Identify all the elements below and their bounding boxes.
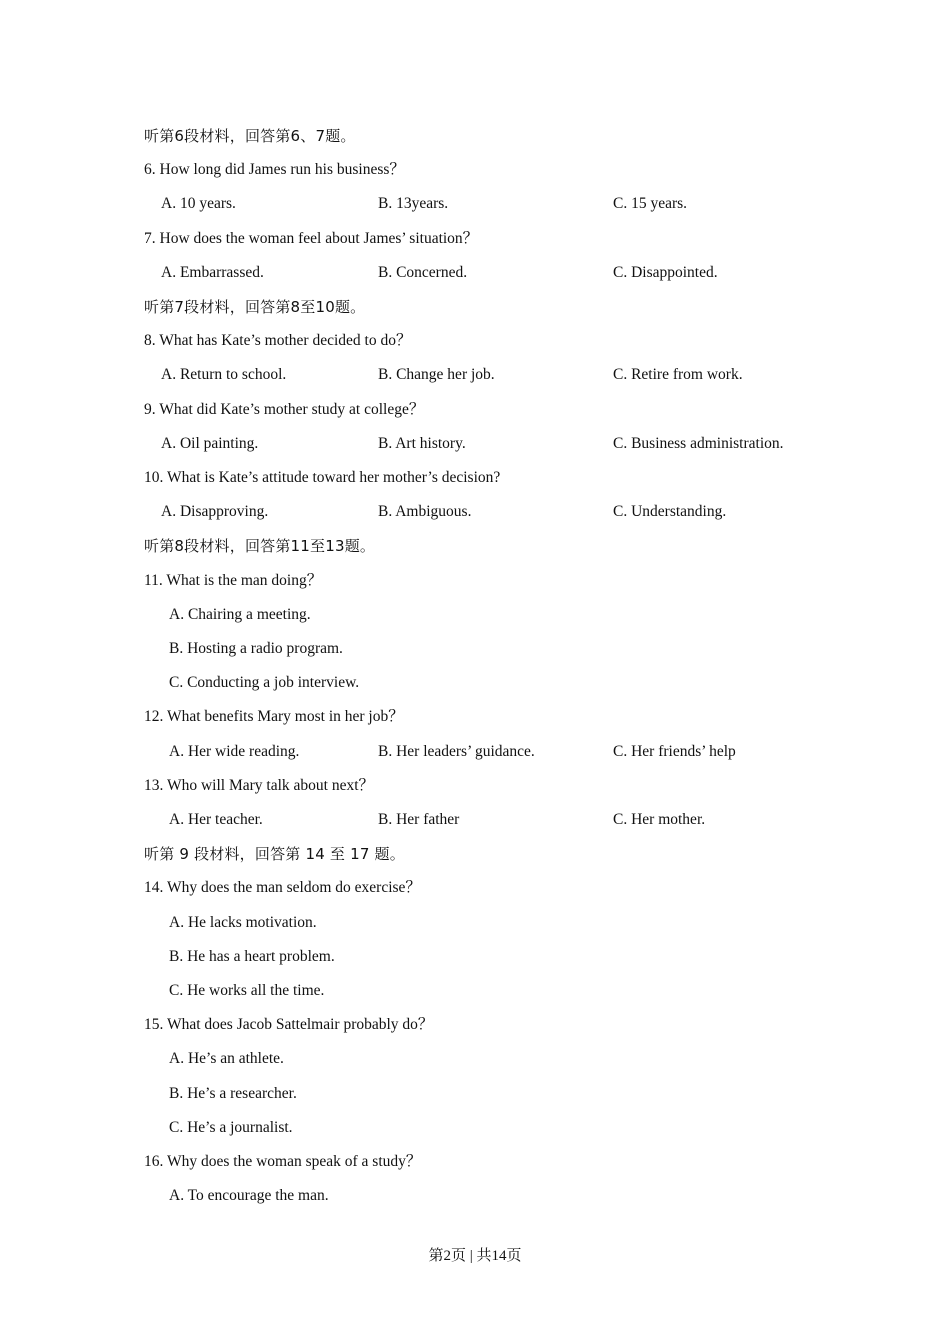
question: 8. What has Kate’s mother decided to do？	[144, 332, 412, 349]
option: B. He’s a researcher.	[169, 1085, 297, 1102]
option: C. Retire from work.	[613, 366, 743, 383]
question: 14. Why does the man seldom do exercise？	[144, 879, 421, 896]
option: A. Chairing a meeting.	[169, 606, 311, 623]
option: B. Ambiguous.	[378, 503, 472, 520]
question: 16. Why does the woman speak of a study？	[144, 1153, 422, 1170]
question: 15. What does Jacob Sattelmair probably do？	[144, 1016, 434, 1033]
section-heading: 听第 9 段材料，回答第 14 至 17 题。	[144, 845, 405, 863]
option: B. Her leaders’ guidance.	[378, 743, 535, 760]
option: C. Conducting a job interview.	[169, 674, 360, 691]
question: 11. What is the man doing？	[144, 572, 323, 589]
option: A. Embarrassed.	[161, 264, 264, 281]
option: C. Her friends’ help	[613, 743, 736, 760]
option: B. Concerned.	[378, 264, 468, 281]
option: B. 13years.	[378, 195, 449, 212]
option: B. Her father	[378, 811, 460, 828]
question: 7. How does the woman feel about James’ situation？	[144, 230, 479, 247]
option: A. To encourage the man.	[169, 1187, 329, 1204]
page-footer: 第2页 | 共14页	[428, 1248, 522, 1264]
question: 12. What benefits Mary most in her job？	[144, 708, 404, 725]
option: C. 15 years.	[613, 195, 688, 212]
option: C. He’s a journalist.	[169, 1119, 293, 1136]
option: A. Return to school.	[161, 366, 287, 383]
option: A. Oil painting.	[161, 435, 259, 452]
option: B. He has a heart problem.	[169, 948, 335, 965]
question: 6. How long did James run his business？	[144, 161, 405, 178]
option: C. Her mother.	[613, 811, 706, 828]
option: A. He lacks motivation.	[169, 914, 317, 931]
option: B. Art history.	[378, 435, 466, 452]
option: A. 10 years.	[161, 195, 236, 212]
option: A. Her teacher.	[169, 811, 263, 828]
question: 9. What did Kate’s mother study at college？	[144, 401, 425, 418]
option: C. Business administration.	[613, 435, 784, 452]
section-heading: 听第7段材料，回答第8至10题。	[144, 298, 366, 316]
option: A. Disapproving.	[161, 503, 269, 520]
question: 13. Who will Mary talk about next？	[144, 777, 375, 794]
section-heading: 听第8段材料，回答第11至13题。	[144, 537, 376, 555]
option: C. Disappointed.	[613, 264, 718, 281]
option: B. Change her job.	[378, 366, 495, 383]
option: A. He’s an athlete.	[169, 1050, 284, 1067]
option: A. Her wide reading.	[169, 743, 300, 760]
question: 10. What is Kate’s attitude toward her mother’s decision?	[144, 469, 501, 486]
option: C. Understanding.	[613, 503, 727, 520]
option: B. Hosting a radio program.	[169, 640, 343, 657]
section-heading: 听第6段材料，回答第6、7题。	[144, 127, 356, 145]
option: C. He works all the time.	[169, 982, 325, 999]
